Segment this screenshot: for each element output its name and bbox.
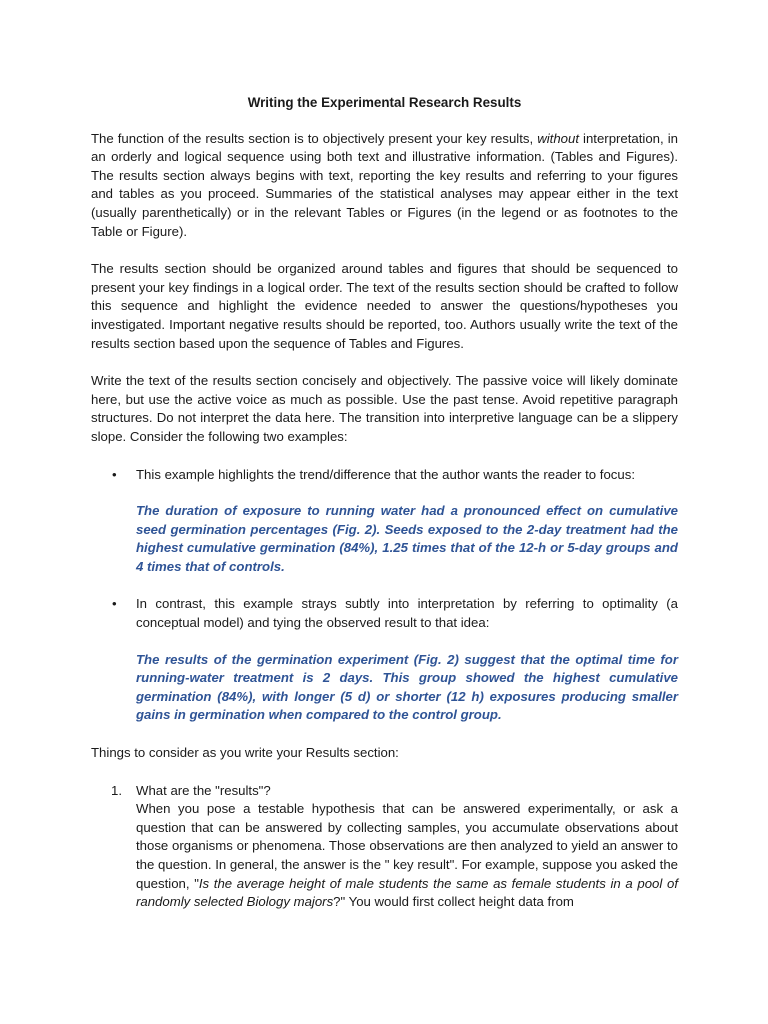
list-item [91,466,678,577]
emphasis-text: Is the average height of male students the same as female students in a pool of randomly selected Biology majors [136,875,678,910]
numbered-list [91,782,678,912]
paragraph-text: The function of the results section is to objectively present your key results, [91,130,538,146]
bullet-marker: • [112,596,117,612]
number-marker: 1. [111,782,122,798]
paragraph-writing-style: Write the text of the results section concisely and objectively. The passive voice will likely dominate here, but use the active voice as much as possible. Use the past tense. Avoid repetitive paragraph structures. Do not interpret the data here. The transition into interpretive language can be a slippery slope. Consider the following two examples: [91,373,678,444]
paragraph-text: When you pose a testable hypothesis that can be answered experimentally, or ask a question that can be answered by collecting samples, you accumulate observations about those organisms or phenomena. Those observations are then analyzed to yield an answer to the question. In general, the answer is the " key result". For example, suppose you asked the question, " [136,801,678,891]
examples-bullet-list [91,466,678,726]
emphasis-text: without [537,130,579,146]
bullet-marker: • [112,466,117,482]
paragraph-organization: The results section should be organized around tables and figures that should be sequenced to present your key findings in a logical order. The text of the results section should be crafted to follow this sequence and highlight the evidence needed to answer the questions/hypotheses you investigated. Important negative results should be reported, too. Authors usually write the text of the results section based upon the sequence of Tables and Figures. [91,261,678,351]
example-quote: The results of the germination experiment (Fig. 2) suggest that the optimal time for running-water treatment is 2 days. This group showed the highest cumulative germination (84%), with longer (5 d) or shorter (12 h) exposures producing smaller gains in germination when compared to the control group. [136,651,678,723]
example-quote: The duration of exposure to running water had a pronounced effect on cumulative seed germination percentages (Fig. 2). Seeds exposed to the 2-day treatment had the highest cumulative germination (84%), 1.25 times that of the 12-h or 5-day groups and 4 times that of controls. [136,503,678,574]
document-title: Writing the Experimental Research Results [247,95,522,110]
paragraph-things-to-consider: Things to consider as you write your Results section: [91,745,399,761]
list-item [91,595,678,725]
paragraph-function-of-results [91,130,678,242]
paragraph-text: ?" You would first collect height data from [333,894,574,910]
numbered-body [136,800,678,912]
paragraph-text: interpretation, in an orderly and logical sequence using both text and illustrative information. (Tables and Figures). The results section always begins with text, reporting the key results and referring to your figures and tables as you proceed. Summaries of the statistical analyses may appear either in the text (usually parenthetically) or in the relevant Tables or Figures (in the legend or as footnotes to the Table or Figure). [91,130,678,239]
document-body [91,94,678,912]
bullet-text: This example highlights the trend/difference that the author wants the reader to focus: [136,466,635,482]
numbered-heading: What are the "results"? [136,782,271,798]
list-item [91,782,678,912]
bullet-text: In contrast, this example strays subtly into interpretation by referring to optimality (a conceptual model) and tying the observed result to that idea: [136,596,678,631]
